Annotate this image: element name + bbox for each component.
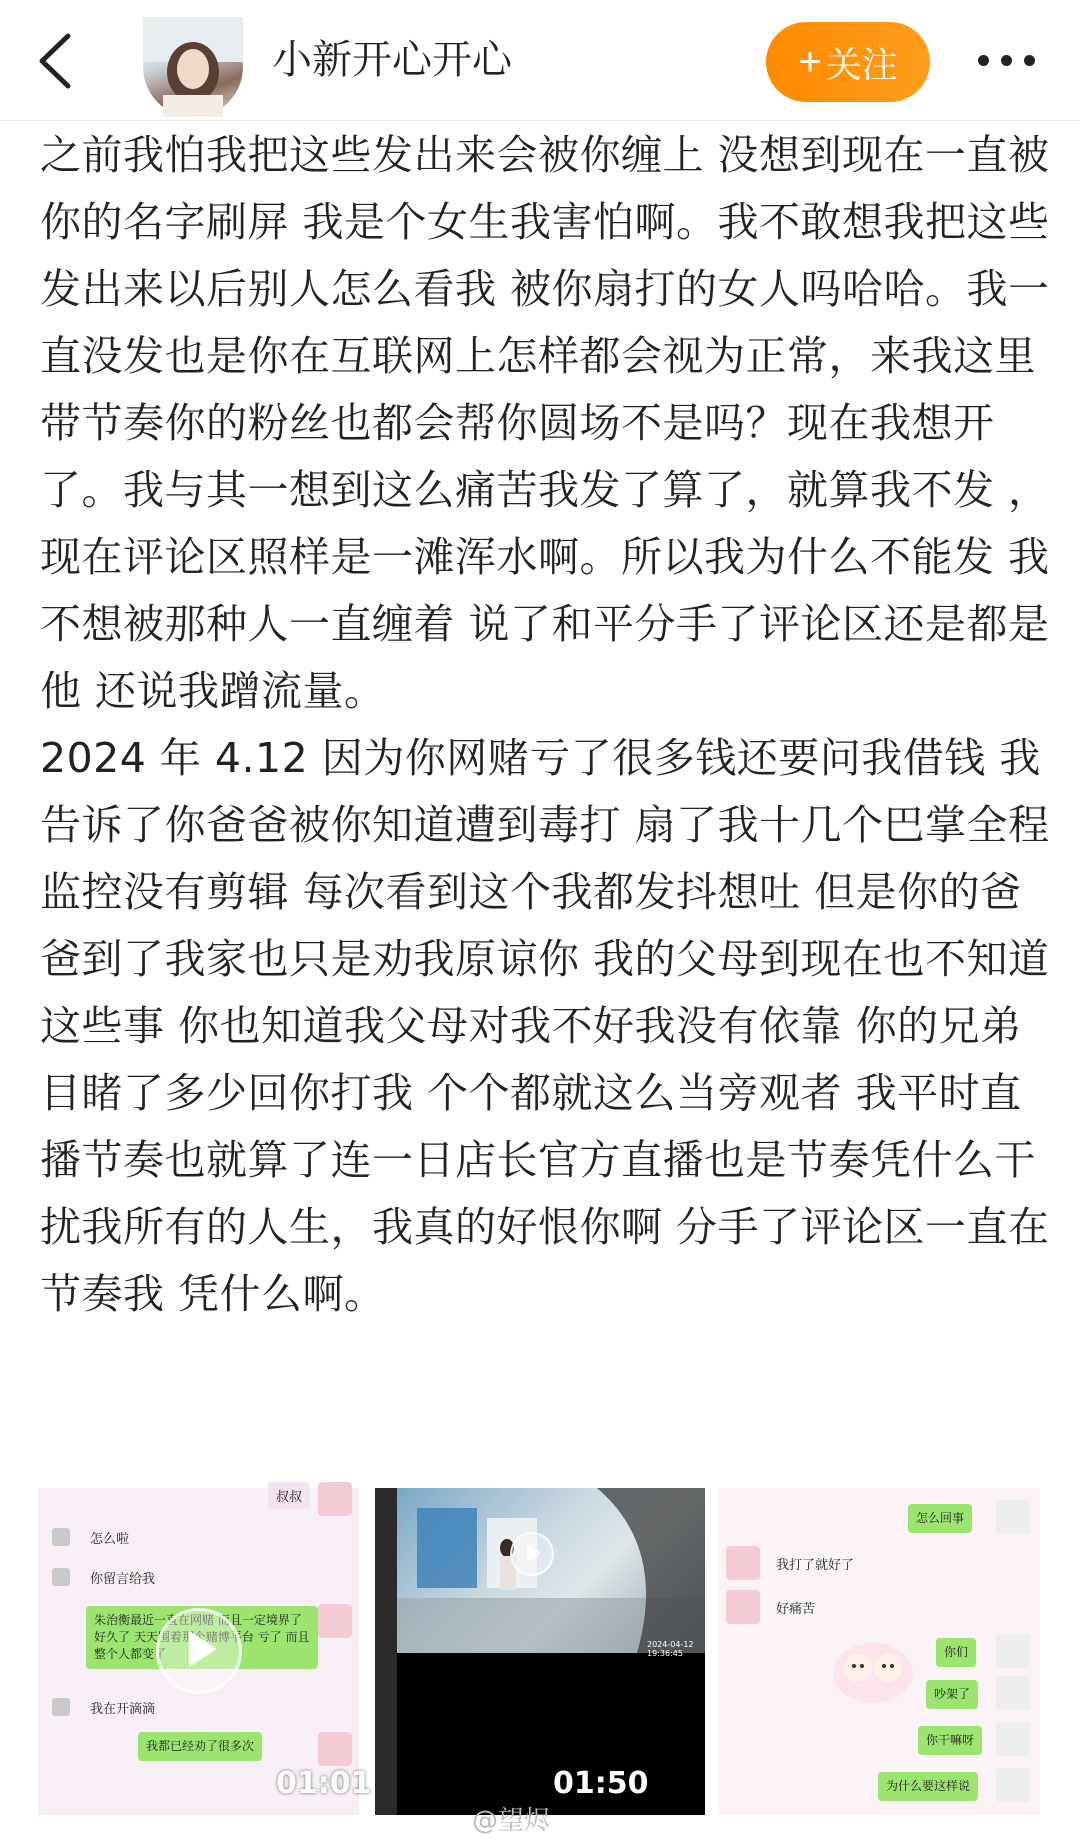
play-icon[interactable] xyxy=(510,1532,554,1576)
chat-bubble: 吵架了 xyxy=(926,1680,978,1709)
watermark: @望烬 xyxy=(472,1806,551,1836)
avatar xyxy=(318,1482,352,1516)
chat-message: 你留言给我 xyxy=(90,1572,156,1587)
avatar xyxy=(996,1500,1030,1534)
chat-message: 好痛苦 xyxy=(776,1602,816,1617)
media-image-3[interactable] xyxy=(718,1488,1040,1815)
avatar xyxy=(318,1732,352,1766)
chat-message: 我在开滴滴 xyxy=(90,1702,156,1717)
avatar xyxy=(996,1768,1030,1802)
chat-bubble: 为什么要这样说 xyxy=(878,1772,978,1801)
post-paragraph: 2024 年 4.12 因为你网赌亏了很多钱还要问我借钱 我告诉了你爸爸被你知道遭到毒打 扇了我十几个巴掌全程监控没有剪辑 每次看到这个我都发抖想吐 但是你的爸爸到了我家也只是劝我原谅你 我的父母到现在也不知道这些事 你也知道我父母对我不好我没有依靠 你的兄弟目睹了多少回你打我 个个都就这么当旁观者 我平时直播节奏也就算了连一日店长官方直播也是节奏凭什么干扰我所有的人生，我真的好恨你啊 分手了评论区一直在节奏我 凭什么啊。 xyxy=(40,734,1050,1318)
avatar xyxy=(996,1634,1030,1668)
username[interactable]: 小新开心开心 xyxy=(272,37,512,83)
avatar xyxy=(52,1698,70,1716)
follow-button[interactable] xyxy=(766,22,930,102)
avatar xyxy=(996,1722,1030,1756)
video-duration: 01:01 xyxy=(276,1766,372,1801)
media-video-1[interactable] xyxy=(38,1488,372,1815)
sticker-icon xyxy=(818,1628,928,1708)
chat-bubble: 你干嘛呀 xyxy=(918,1726,982,1755)
play-icon[interactable] xyxy=(156,1608,242,1694)
follow-label: 关注 xyxy=(825,43,898,85)
media-video-2[interactable] xyxy=(375,1488,705,1815)
post-paragraph: 之前我怕我把这些发出来会被你缠上 没想到现在一直被你的名字刷屏 我是个女生我害怕啊。我不敢想我把这些发出来以后别人怎么看我 被你扇打的女人吗哈哈。我一直没发也是你在互联网上怎样都会视为正常，来我这里带节奏你的粉丝也都会帮你圆场不是吗？现在我想开了。我与其一想到这么痛苦我发了算了，就算我不发 ，现在评论区照样是一滩浑水啊。所以我为什么不能发 我不想被那种人一直缠着 说了和平分手了评论区还是都是他 还说我蹭流量。 xyxy=(40,131,1050,715)
top-bar xyxy=(0,0,1080,121)
film-strip xyxy=(375,1488,397,1815)
avatar xyxy=(52,1528,70,1546)
video-duration: 01:50 xyxy=(553,1766,649,1801)
chat-bubble: 怎么回事 xyxy=(908,1504,972,1533)
chat-message: 怎么啦 xyxy=(90,1532,130,1547)
plus-icon: + xyxy=(798,39,822,84)
back-arrow-icon[interactable] xyxy=(28,26,84,96)
avatar xyxy=(318,1604,352,1638)
avatar xyxy=(996,1676,1030,1710)
chat-bubble: 你们 xyxy=(936,1638,976,1667)
video-timestamp: 2024-04-12 19:36:45 xyxy=(647,1640,694,1658)
video-thumbnail xyxy=(397,1488,705,1658)
post-body xyxy=(40,122,1050,1328)
chat-bubble: 朱治衡最近一直在网赌 而且一定境界了 好久了 天天围着那个赌博平台 亏了 而且整个人都变了 xyxy=(86,1606,318,1669)
avatar xyxy=(52,1568,70,1586)
chat-message: 我打了就好了 xyxy=(776,1558,855,1573)
chat-bubble: 我都已经劝了很多次 xyxy=(138,1732,262,1761)
chat-message: 叔叔 xyxy=(268,1482,310,1509)
avatar[interactable] xyxy=(143,17,243,117)
avatar xyxy=(726,1590,760,1624)
avatar xyxy=(726,1546,760,1580)
more-options-icon[interactable] xyxy=(978,46,1042,74)
